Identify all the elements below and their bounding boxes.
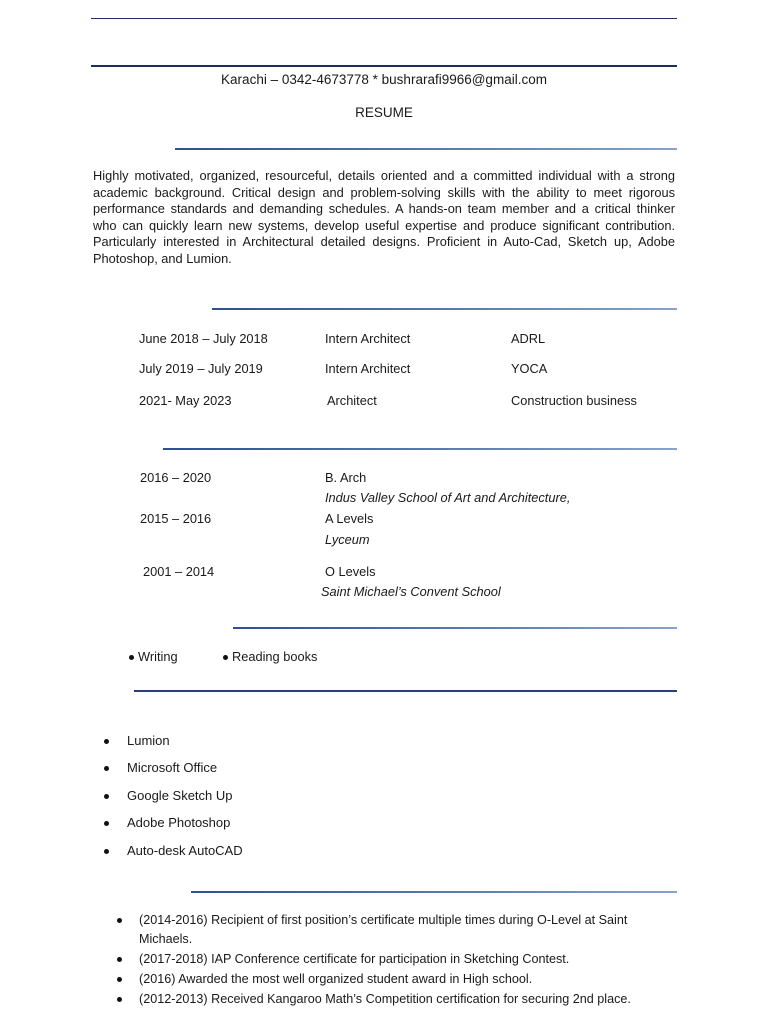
achievement-text: (2012-2013) Received Kangaroo Math’s Competition certification for securing 2nd place. [139, 992, 631, 1006]
summary-paragraph: Highly motivated, organized, resourceful, details oriented and a committed individual with a strong academic background. Critical design and problem-solving skills with the ability to meet rigorous performance standards and demanding schedules. A hands-on team member and a critical thinker who can quickly learn new systems, develop useful expertise and produce significant contribution. Particularly interested in Architectural detailed designs. Proficient in Auto-Cad, Sketch up, Adobe Photoshop, and Lumion. [93, 168, 675, 266]
experience-period: July 2019 – July 2019 [139, 361, 263, 376]
bullet-icon [223, 655, 228, 660]
skill-label: Auto-desk AutoCAD [127, 843, 243, 858]
bullet-icon [117, 997, 122, 1002]
skill-item [104, 733, 170, 748]
education-degree: O Levels [325, 564, 376, 579]
experience-role: Intern Architect [325, 361, 411, 376]
education-school: Saint Michael’s Convent School [321, 584, 501, 599]
experience-divider [212, 308, 677, 310]
achievement-text: (2017-2018) IAP Conference certificate for participation in Sketching Contest. [139, 952, 570, 966]
achievement-item [115, 950, 675, 969]
bullet-icon [104, 739, 109, 744]
achievements-divider [191, 891, 677, 893]
interest-item [129, 649, 178, 664]
experience-org: Construction business [511, 393, 637, 408]
interest-label: Reading books [232, 649, 318, 664]
contact-line: Karachi – 0342-4673778 * bushrarafi9966@gmail.com [221, 72, 547, 87]
interest-item [223, 649, 317, 664]
experience-period: 2021- May 2023 [139, 393, 232, 408]
achievement-item [115, 970, 675, 989]
interests-divider [233, 627, 677, 629]
achievement-text: (2014-2016) Recipient of first position’s certificate multiple times during O-Level at Saint Michaels. [139, 913, 628, 946]
page-title: RESUME [355, 105, 413, 120]
achievement-item [115, 990, 675, 1009]
education-degree: A Levels [325, 511, 374, 526]
skill-label: Google Sketch Up [127, 788, 233, 803]
skill-item [104, 788, 233, 803]
experience-org: YOCA [511, 361, 548, 376]
bullet-icon [129, 655, 134, 660]
skills-divider [134, 690, 677, 692]
skill-item [104, 843, 243, 858]
education-school: Lyceum [325, 532, 370, 547]
skill-label: Microsoft Office [127, 760, 218, 775]
experience-period: June 2018 – July 2018 [139, 331, 268, 346]
interest-label: Writing [138, 649, 178, 664]
summary-divider [175, 148, 677, 150]
experience-role: Intern Architect [325, 331, 411, 346]
bullet-icon [104, 794, 109, 799]
education-school: Indus Valley School of Art and Architecture, [325, 490, 571, 505]
bullet-icon [104, 849, 109, 854]
header-divider [91, 65, 677, 67]
education-years: 2015 – 2016 [140, 511, 212, 526]
skill-item [104, 815, 230, 830]
skill-item [104, 760, 217, 775]
achievement-text: (2016) Awarded the most well organized student award in High school. [139, 972, 533, 986]
experience-org: ADRL [511, 331, 546, 346]
education-years: 2016 – 2020 [140, 470, 212, 485]
bullet-icon [104, 821, 109, 826]
education-years: 2001 – 2014 [143, 564, 215, 579]
bullet-icon [104, 766, 109, 771]
education-divider [163, 448, 677, 450]
achievement-item [115, 911, 675, 949]
skill-label: Lumion [127, 733, 170, 748]
bullet-icon [117, 977, 122, 982]
bullet-icon [117, 918, 122, 923]
bullet-icon [117, 957, 122, 962]
experience-role: Architect [327, 393, 377, 408]
skill-label: Adobe Photoshop [127, 815, 231, 830]
top-divider [91, 18, 677, 19]
education-degree: B. Arch [325, 470, 367, 485]
